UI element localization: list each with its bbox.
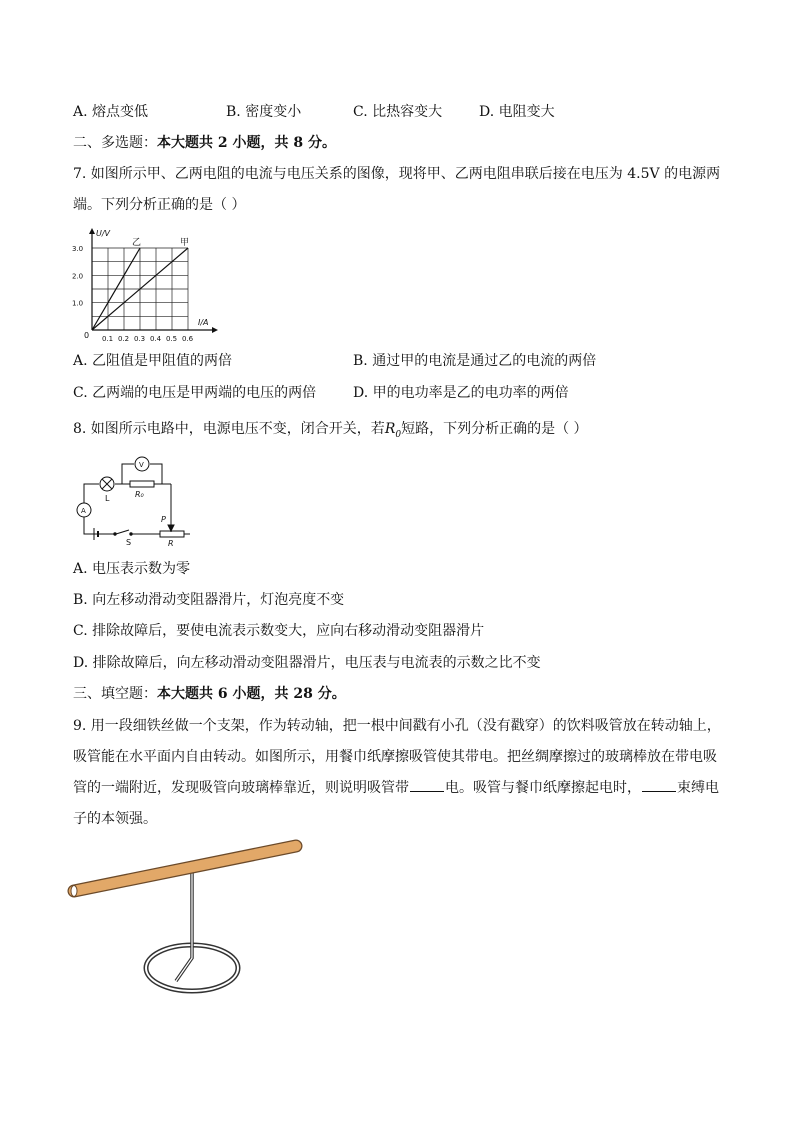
q8-option-d: D. 排除故障后，向左移动滑动变阻器滑片，电压表与电流表的示数之比不变 xyxy=(73,655,541,671)
rheostat-label: R xyxy=(168,539,174,548)
slider-label: P xyxy=(161,515,166,524)
switch-icon xyxy=(116,530,129,534)
section-2-heading xyxy=(73,133,336,153)
section-2-prefix: 二、多选题： xyxy=(73,135,157,151)
q9-blank-2[interactable] xyxy=(642,779,676,792)
q6-option-d: D. 电阻变大 xyxy=(479,104,555,120)
q6-option-c: C. 比热容变大 xyxy=(353,104,443,120)
ammeter-label: A xyxy=(81,507,86,515)
q8-stem-before: 8. 如图所示电路中，电源电压不变，闭合开关，若 xyxy=(73,421,385,437)
q8-option-a: A. 电压表示数为零 xyxy=(73,561,191,577)
q7-option-d: D. 甲的电功率是乙的电功率的两倍 xyxy=(353,385,569,401)
q7-stem-line-1: 7. 如图所示甲、乙两电阻的电流与电压关系的图像，现将甲、乙两电阻串联后接在电压为 4.5V 的电源两 xyxy=(73,166,721,182)
section-3-info: 本大题共 6 小题，共 28 分。 xyxy=(157,686,346,702)
q8-stem-after: 短路，下列分析正确的是（ ） xyxy=(401,421,588,437)
q8-r0-symbol: $R_0$ xyxy=(384,421,402,440)
x-tick-label: 0.1 xyxy=(102,335,114,343)
q9-stem-line-3: 管的一端附近，发现吸管向玻璃棒靠近，则说明吸管带 电。吸管与餐巾纸摩擦起电时， 束缚电 xyxy=(73,780,719,796)
q7-option-c: C. 乙两端的电压是甲两端的电压的两倍 xyxy=(73,385,317,401)
q9-stem-line-2: 吸管能在水平面内自由转动。如图所示，用餐巾纸摩擦吸管使其带电。把丝绸摩擦过的玻璃棒放在带电吸 xyxy=(73,749,717,765)
q8-circuit-diagram xyxy=(68,452,198,552)
series-label: 乙 xyxy=(132,238,142,248)
section-2-info: 本大题共 2 小题，共 8 分。 xyxy=(157,135,336,151)
x-tick-label: 0.4 xyxy=(150,335,162,343)
q9-blank-1[interactable] xyxy=(410,779,444,792)
y-tick-label: 1.0 xyxy=(72,299,84,308)
lamp-label: L xyxy=(105,494,110,503)
straw-stand-illustration xyxy=(64,832,310,998)
rheostat-icon xyxy=(160,531,184,537)
y-tick-label: 2.0 xyxy=(72,272,84,281)
q8-option-c: C. 排除故障后，要使电流表示数变大，应向右移动滑动变阻器滑片 xyxy=(73,623,485,639)
voltmeter-label: V xyxy=(139,461,144,469)
x-tick-label: 0.5 xyxy=(166,335,178,343)
q9-stem-line-1: 9. 用一段细铁丝做一个支架，作为转动轴，把一根中间戳有小孔（没有戳穿）的饮料吸管放在转动轴上， xyxy=(73,718,721,734)
q6-option-a: A. 熔点变低 xyxy=(73,104,149,120)
q7-stem-line-2: 端。下列分析正确的是（ ） xyxy=(73,197,246,213)
q6-option-b: B. 密度变小 xyxy=(226,104,302,120)
q9-stem-line-4: 子的本领强。 xyxy=(73,811,157,827)
x-axis-arrow xyxy=(212,327,218,333)
y-axis-arrow xyxy=(89,228,95,234)
x-tick-label: 0.2 xyxy=(118,335,130,343)
x-axis-label: I/A xyxy=(198,318,209,327)
y-tick-label: 3.0 xyxy=(72,245,84,253)
q8-option-b: B. 向左移动滑动变阻器滑片，灯泡亮度不变 xyxy=(73,592,345,608)
x-tick-label: 0.3 xyxy=(134,335,146,343)
series-label: 甲 xyxy=(180,238,190,248)
origin-label: 0 xyxy=(84,331,90,340)
y-axis-label: U/V xyxy=(96,229,111,238)
q7-iu-chart xyxy=(70,224,230,348)
q8-stem xyxy=(73,419,588,445)
x-tick-label: 0.6 xyxy=(182,335,194,343)
section-3-heading xyxy=(73,684,346,704)
r0-resistor-icon xyxy=(130,481,154,487)
circuit-wire-top xyxy=(84,484,99,490)
r0-label: R₀ xyxy=(135,490,144,499)
stand-wire xyxy=(176,862,192,981)
switch-label: S xyxy=(126,538,132,547)
q7-option-b: B. 通过甲的电流是通过乙的电流的两倍 xyxy=(353,353,597,369)
section-3-prefix: 三、填空题： xyxy=(73,686,157,702)
q7-option-a: A. 乙阻值是甲阻值的两倍 xyxy=(73,353,233,369)
